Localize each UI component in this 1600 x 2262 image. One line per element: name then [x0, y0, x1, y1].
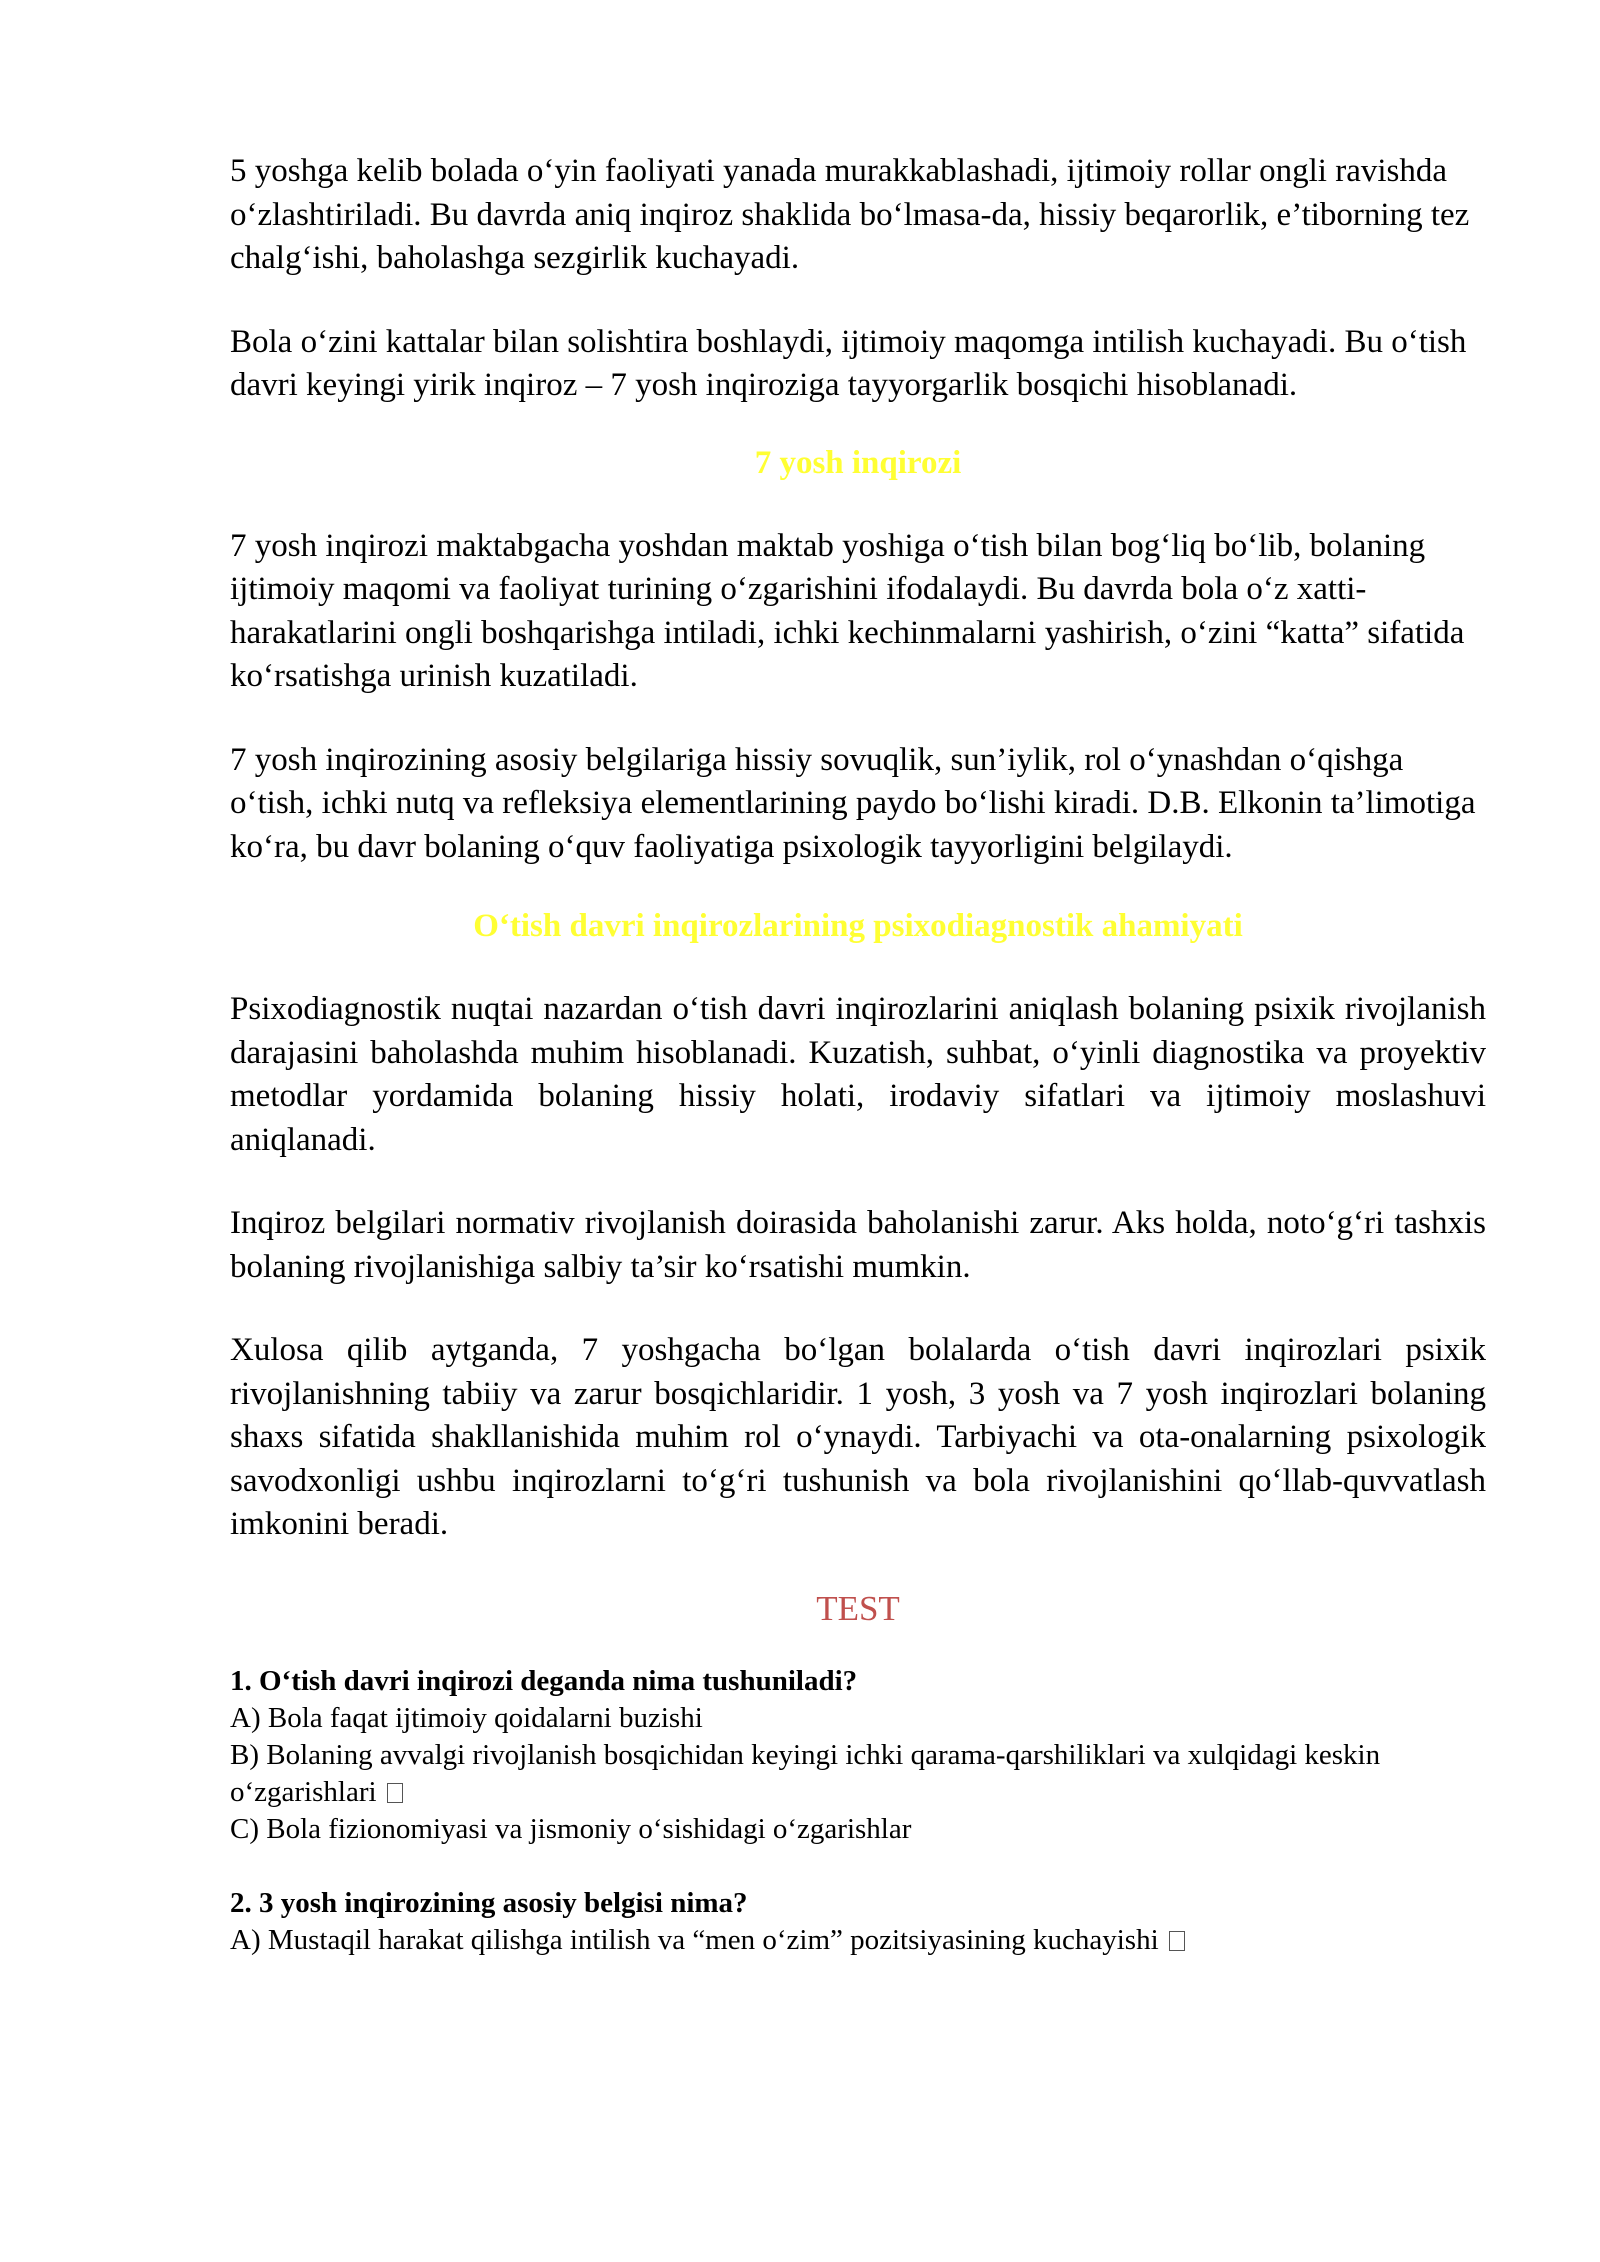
- paragraph-4: 7 yosh inqirozining asosiy belgilariga hissiy sovuqlik, sun’iylik, rol o‘ynashdan o‘qishga o‘tish, ichki nutq va refleksiya elementlarining paydo bo‘lishi kiradi. D.B. Elkonin ta’limotiga ko‘ra, bu davr bolaning o‘quv faoliyatiga psixologik tayyorligini belgilaydi.: [230, 741, 1476, 865]
- question-1-option-b-text: B) Bolaning avvalgi rivojlanish bosqichidan keyingi ichki qarama-qarshiliklari va xulqidagi keskin o‘zgarishlari: [230, 1738, 1381, 1808]
- question-1-option-b: [230, 1737, 1486, 1811]
- test-title: TEST: [816, 1588, 900, 1628]
- checkbox-mark-icon: [1169, 1931, 1185, 1951]
- question-2-text: 2. 3 yosh inqirozining asosiy belgisi nima?: [230, 1886, 748, 1919]
- checkbox-mark-icon: [387, 1783, 403, 1803]
- heading-7-yosh-inqirozi: 7 yosh inqirozi: [754, 444, 962, 481]
- paragraph-7: Xulosa qilib aytganda, 7 yoshgacha bo‘lgan bolalarda o‘tish davri inqirozlari psixik rivojlanishning tabiiy va zarur bosqichlaridir. 1 yosh, 3 yosh va 7 yosh inqirozlari bolaning shaxs sifatida shakllanishida muhim rol o‘ynaydi. Tarbiyachi va ota-onalarning psixologik savodxonligi ushbu inqirozlarni to‘g‘ri tushunish va bola rivojlanishini qo‘llab-quvvatlash imkonini beradi.: [230, 1332, 1486, 1542]
- paragraph-3: 7 yosh inqirozi maktabgacha yoshdan maktab yoshiga o‘tish bilan bog‘liq bo‘lib, bolaning ijtimoiy maqomi va faoliyat turining o‘zgarishini ifodalaydi. Bu davrda bola o‘z xatti-harakatlarini ongli boshqarishga intiladi, ichki kechinmalarni yashirish, o‘zini “katta” sifatida ko‘rsatishga urinish kuzatiladi.: [230, 527, 1465, 694]
- heading-psixodiagnostik-ahamiyati: O‘tish davri inqirozlarining psixodiagnostik ahamiyati: [473, 908, 1243, 944]
- question-1-option-a: A) Bola faqat ijtimoiy qoidalarni buzishi: [230, 1701, 703, 1734]
- document-page: [230, 150, 1486, 1996]
- paragraph-6: Inqiroz belgilari normativ rivojlanish doirasida baholanishi zarur. Aks holda, noto‘g‘ri tashxis bolaning rivojlanishiga salbiy ta’sir ko‘rsatishi mumkin.: [230, 1205, 1486, 1285]
- question-1: [230, 1663, 1486, 1848]
- question-2-option-a-text: A) Mustaqil harakat qilishga intilish va “men o‘zim” pozitsiyasining kuchayishi: [230, 1923, 1159, 1956]
- paragraph-1: 5 yoshga kelib bolada o‘yin faoliyati yanada murakkablashadi, ijtimoiy rollar ongli ravishda o‘zlashtiriladi. Bu davrda aniq inqiroz shaklida bo‘lmasa-da, hissiy beqarorlik, e’tiborning tez chalg‘ishi, baholashga sezgirlik kuchayadi.: [230, 153, 1470, 276]
- paragraph-5: Psixodiagnostik nuqtai nazardan o‘tish davri inqirozlarini aniqlash bolaning psixik rivojlanish darajasini baholashda muhim hisoblanadi. Kuzatish, suhbat, o‘yinli diagnostika va proyektiv metodlar yordamida bolaning hissiy holati, irodaviy sifatlari va ijtimoiy moslashuvi aniqlanadi.: [230, 991, 1486, 1158]
- question-1-option-c: C) Bola fizionomiyasi va jismoniy o‘sishidagi o‘zgarishlar: [230, 1812, 912, 1845]
- question-2: [230, 1885, 1486, 1959]
- question-2-option-a: [230, 1922, 1486, 1959]
- question-1-text: 1. O‘tish davri inqirozi deganda nima tushuniladi?: [230, 1664, 858, 1697]
- paragraph-2: Bola o‘zini kattalar bilan solishtira boshlaydi, ijtimoiy maqomga intilish kuchayadi. Bu o‘tish davri keyingi yirik inqiroz – 7 yosh inqiroziga tayyorgarlik bosqichi hisoblanadi.: [230, 323, 1467, 403]
